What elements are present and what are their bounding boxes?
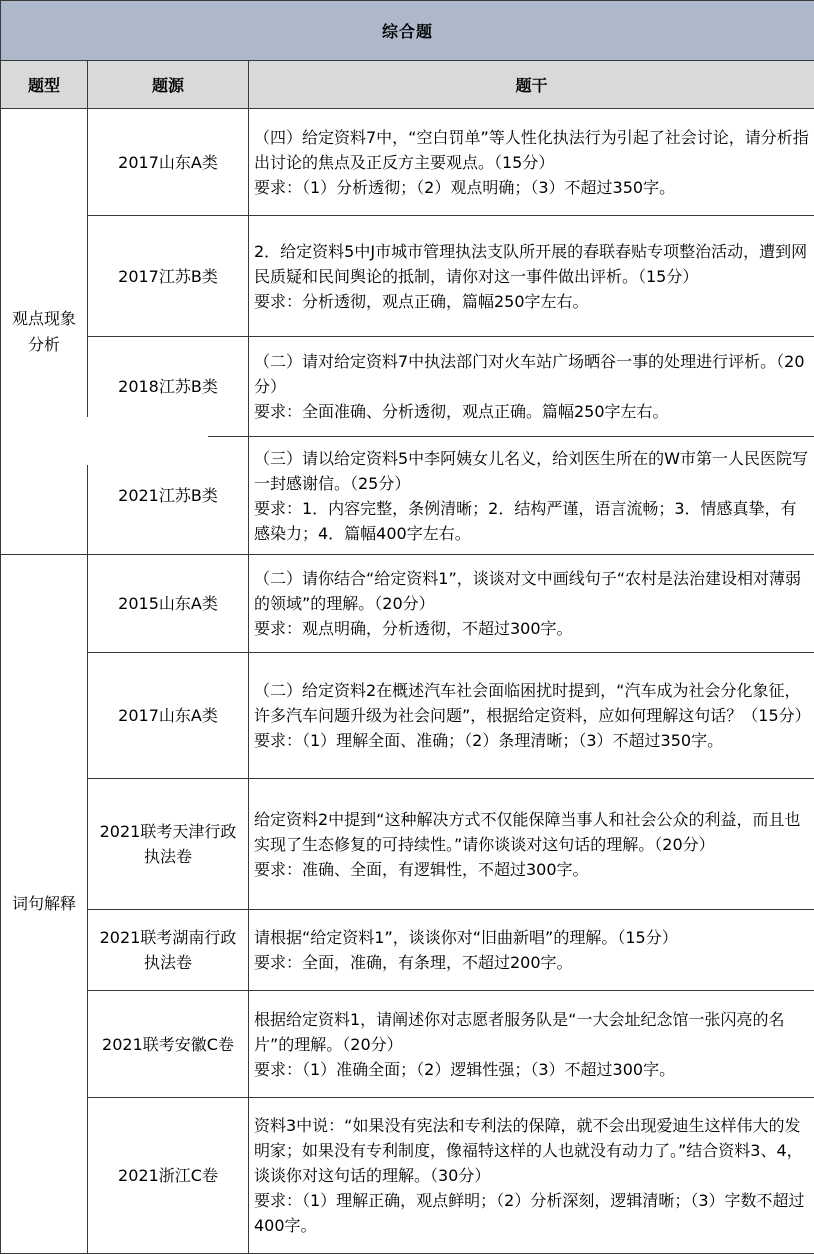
table-row	[1, 991, 814, 1098]
table-row	[1, 1098, 814, 1254]
source-cell	[88, 216, 249, 337]
stem-requirement: 要求：观点明确，分析透彻，不超过300字。	[254, 616, 809, 641]
stem-cell	[249, 653, 814, 779]
source-cell	[88, 653, 249, 779]
stem-cell	[249, 109, 814, 216]
source-label: 2021浙江C卷	[88, 1163, 248, 1188]
source-label: 2021联考安徽C卷	[88, 1032, 248, 1057]
stem-question: 给定资料2中提到“这种解决方式不仅能保障当事人和社会公众的利益，而且也实现了生态修复的可持续性。”请你谈谈对这句话的理解。（20分）	[254, 807, 809, 857]
source-label: 2021江苏B类	[88, 483, 248, 508]
stem-requirement: 要求：（1）理解正确，观点鲜明；（2）分析深刻，逻辑清晰；（3）字数不超过400字。	[254, 1188, 809, 1238]
source-cell	[88, 910, 249, 991]
stem-requirement: 要求：（1）分析透彻；（2）观点明确；（3）不超过350字。	[254, 175, 809, 200]
type-cell-viewpoint-analysis	[1, 109, 88, 555]
type-cell-word-interpretation	[1, 555, 88, 1254]
stem-requirement: 要求：（1）准确全面；（2）逻辑性强；（3）不超过300字。	[254, 1057, 809, 1082]
stem-question: （二）请对给定资料7中执法部门对火车站广场晒谷一事的处理进行评析。（20分）	[254, 349, 809, 399]
stem-requirement: 要求：（1）理解全面、准确；（2）条理清晰；（3）不超过350字。	[254, 728, 809, 753]
table-row	[1, 653, 814, 779]
stem-question: 2．给定资料5中J市城市管理执法支队所开展的春联春贴专项整治活动，遭到网民质疑和民间舆论的抵制，请你对这一事件做出评析。（15分）	[254, 239, 809, 289]
table-row	[1, 216, 814, 337]
source-label: 执法卷	[88, 844, 248, 869]
stem-question: （二）给定资料2在概述汽车社会面临困扰时提到，“汽车成为社会分化象征，许多汽车问题升级为社会问题”，根据给定资料，应如何理解这句话？（15分）	[254, 678, 809, 728]
table-row	[1, 779, 814, 910]
type-label: 分析	[3, 332, 85, 358]
stem-requirement: 要求：准确、全面，有逻辑性，不超过300字。	[254, 857, 809, 882]
source-label: 2018江苏B类	[88, 374, 248, 399]
stem-requirement: 要求：1．内容完整，条例清晰；2．结构严谨，语言流畅；3．情感真挚，有感染力；4．篇幅400字左右。	[254, 496, 809, 546]
source-cell	[88, 779, 249, 910]
source-cell	[88, 1098, 249, 1254]
header-source: 题源	[88, 61, 249, 109]
stem-cell	[249, 337, 814, 437]
source-label: 执法卷	[88, 950, 248, 975]
source-cell	[88, 991, 249, 1098]
source-label: 2015山东A类	[88, 591, 248, 616]
white-patch	[58, 417, 208, 465]
source-cell	[88, 555, 249, 653]
source-label: 2021联考天津行政	[88, 819, 248, 844]
stem-requirement: 要求：全面，准确，有条理，不超过200字。	[254, 950, 809, 975]
table-title: 综合题	[1, 1, 814, 61]
header-stem: 题干	[249, 61, 814, 109]
stem-question: （四）给定资料7中，“空白罚单”等人性化执法行为引起了社会讨论，请分析指出讨论的焦点及正反方主要观点。（15分）	[254, 125, 809, 175]
source-label: 2017山东A类	[88, 703, 248, 728]
stem-cell	[249, 991, 814, 1098]
source-label: 2021联考湖南行政	[88, 925, 248, 950]
source-label: 2017山东A类	[88, 150, 248, 175]
type-label: 观点现象	[3, 306, 85, 332]
stem-requirement: 要求：分析透彻，观点正确，篇幅250字左右。	[254, 289, 809, 314]
stem-question: （二）请你结合“给定资料1”，谈谈对文中画线句子“农村是法治建设相对薄弱的领域”的理解。（20分）	[254, 566, 809, 616]
stem-cell	[249, 216, 814, 337]
stem-cell	[249, 437, 814, 555]
stem-question: （三）请以给定资料5中李阿姨女儿名义，给刘医生所在的W市第一人民医院写一封感谢信。（25分）	[254, 446, 809, 496]
stem-requirement: 要求：全面准确、分析透彻，观点正确。篇幅250字左右。	[254, 399, 809, 424]
header-type: 题型	[1, 61, 88, 109]
stem-cell	[249, 779, 814, 910]
table-row	[1, 555, 814, 653]
stem-cell	[249, 555, 814, 653]
table-row	[1, 910, 814, 991]
stem-question: 根据给定资料1，请阐述你对志愿者服务队是“一大会址纪念馆一张闪亮的名片”的理解。（20分）	[254, 1007, 809, 1057]
stem-cell	[249, 910, 814, 991]
stem-cell	[249, 1098, 814, 1254]
table-row	[1, 109, 814, 216]
source-label: 2017江苏B类	[88, 264, 248, 289]
stem-question: 资料3中说：“如果没有宪法和专利法的保障，就不会出现爱迪生这样伟大的发明家；如果没有专利制度，像福特这样的人也就没有动力了。”结合资料3、4，谈谈你对这句话的理解。（30分）	[254, 1113, 809, 1188]
title-row	[1, 1, 814, 61]
header-row	[1, 61, 814, 109]
source-cell	[88, 109, 249, 216]
stem-question: 请根据“给定资料1”，谈谈你对“旧曲新唱”的理解。（15分）	[254, 925, 809, 950]
type-label: 词句解释	[3, 891, 85, 917]
